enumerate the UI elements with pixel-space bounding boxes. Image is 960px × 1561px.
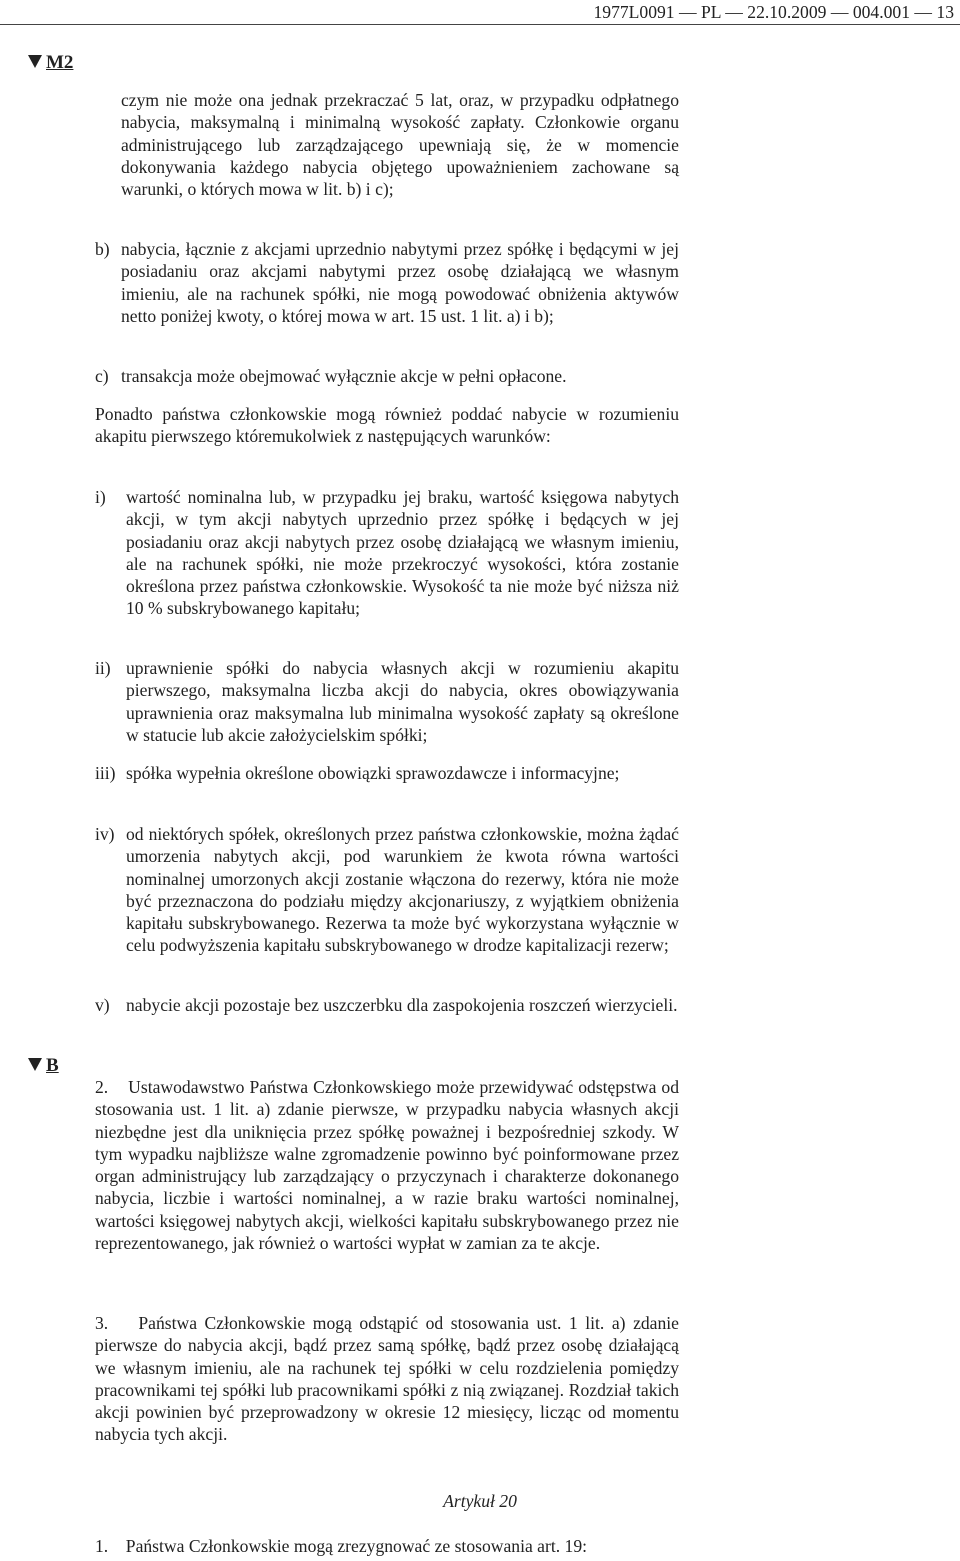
list-item-label: ii): [95, 658, 111, 678]
list-item-text: spółka wypełnia określone obowiązki sprawozdawcze i informacyjne;: [126, 763, 620, 783]
intro-paragraph: czym nie może ona jednak przekraczać 5 lat, oraz, w przypadku odpłatnego nabycia, maksymalną i minimalną wysokość zapłaty. Członkowie organu administrującego lub zarządzającego upewniają się, że w momencie dokonywania każdego nabycia objętego upoważnieniem zachowane są warunki, o których mowa w lit. b) i c);: [121, 90, 679, 200]
marker-label-m2[interactable]: M2: [46, 52, 74, 73]
list-item-label: c): [95, 366, 109, 386]
amendment-marker-b[interactable]: [28, 1055, 59, 1077]
running-header: [0, 0, 960, 22]
list-item-text: od niektórych spółek, określonych przez państwa członkowskie, można żądać umorzenia nabytych akcji, pod warunkiem że kwota równa wartości nominalnej umorzonych akcji zostanie włączona do rezerwy, która nie może być przeznaczona do podziału między akcjonariuszy, z wyjątkiem obniżenia kapitału subskrybowanego. Rezerwa ta może być wykorzystana wyłącznie w celu podwyższenia kapitału subskrybowanego w drodze kapitalizacji rezerw;: [126, 824, 679, 956]
paragraph-3: 3. Państwa Członkowskie mogą odstąpić od stosowania ust. 1 lit. a) zdanie pierwsze do nabycia akcji, bądź przez samą spółkę, bądź przez osobę działającą we własnym imieniu, ale na rachunek tej spółki w celu rozdzielenia pomiędzy pracownikami tej spółki lub pracownikami spółki z nią związanej. Rozdział takich akcji powinien być przeprowadzony w okresie 12 miesięcy, licząc od momentu nabycia tych akcji.: [95, 1313, 684, 1445]
list-item-label: iv): [95, 824, 115, 844]
article-heading: Artykuł 20: [443, 1491, 517, 1511]
list-item-text: nabycie akcji pozostaje bez uszczerbku dla zaspokojenia roszczeń wierzycieli.: [126, 995, 678, 1015]
running-head-text: 1977L0091 — PL — 22.10.2009 — 004.001 — 13: [593, 2, 954, 22]
paragraph-2: 2. Ustawodawstwo Państwa Członkowskiego może przewidywać odstępstwa od stosowania ust. 1 lit. a) zdanie pierwsze, w przypadku nabycia własnych akcji niezbędne jest dla uniknięcia przez spółkę poważnej i bezpośredniej szkody. W tym wypadku najbliższe walne zgromadzenie powinno być poinformowane przez organ administrujący lub zarządzający o przyczynach i charakterze dokonanego nabycia, liczbie i wartości nominalnej, a w razie braku wartości nominalnej, wartości księgowej nabytych akcji, wielkości kapitału subskrybowanego przez nie reprezentowanego, jak również o wartości wypłat w zamian za te akcje.: [95, 1077, 684, 1254]
triangle-down-icon: [28, 1058, 42, 1071]
list-item-text: nabycia, łącznie z akcjami uprzednio nabytymi przez spółkę i będącymi w jej posiadaniu oraz akcjami nabytymi przez osobę działającą we własnym imieniu, ale na rachunek spółki, nie mogą powodować obniżenia aktywów netto poniżej kwoty, o której mowa w art. 15 ust. 1 lit. a) i b);: [121, 239, 679, 326]
amendment-marker-m2[interactable]: [28, 52, 73, 74]
list-item-text: wartość nominalna lub, w przypadku jej braku, wartość księgowa nabytych akcji, w tym akcji nabytych uprzednio przez spółkę i będących w jej posiadaniu oraz akcji nabytych przez osobę działającą we własnym imieniu, ale na rachunek spółki, nie może przekroczyć wysokości, która zostanie określona przez państwa członkowskie. Wysokość ta nie może być niższa niż 10 % subskrybowanego kapitału;: [126, 487, 679, 619]
list-item-label: i): [95, 487, 106, 507]
triangle-down-icon: [28, 55, 42, 68]
list-item-label: v): [95, 995, 110, 1015]
paragraph-ponadto: Ponadto państwa członkowskie mogą również poddać nabycie w rozumieniu akapitu pierwszego któremukolwiek z następujących warunków:: [95, 404, 679, 447]
header-rule: [0, 24, 960, 25]
paragraph-art20-1: 1. Państwa Członkowskie mogą zrezygnować ze stosowania art. 19:: [95, 1536, 588, 1556]
list-item-label: iii): [95, 763, 116, 783]
marker-label-b[interactable]: B: [46, 1055, 59, 1076]
list-item-text: uprawnienie spółki do nabycia własnych akcji w rozumieniu akapitu pierwszego, maksymalna liczba akcji do nabycia, okres obowiązywania uprawnienia oraz maksymalna lub minimalna wysokość zapłaty są określone w statucie lub akcie założycielskim spółki;: [126, 658, 679, 745]
list-item-label: b): [95, 239, 110, 259]
list-item-text: transakcja może obejmować wyłącznie akcje w pełni opłacone.: [121, 366, 567, 386]
